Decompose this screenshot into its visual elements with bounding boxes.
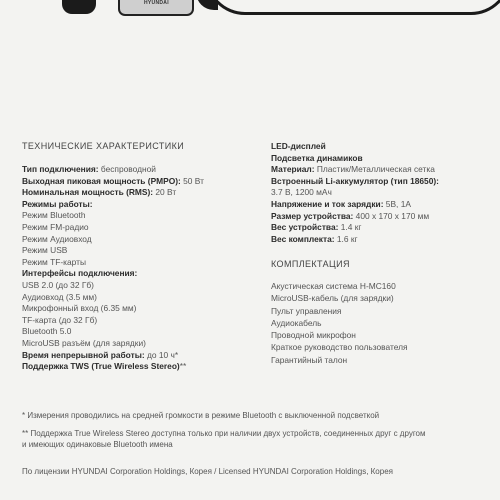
spec-value: **: [179, 361, 187, 372]
specs-list-right: [271, 141, 439, 245]
spec-row: [22, 222, 204, 234]
specs-title: ТЕХНИЧЕСКИЕ ХАРАКТЕРИСТИКИ: [22, 141, 185, 151]
spec-value: 1.6 кг: [334, 233, 358, 244]
spec-row: [271, 141, 439, 153]
license-note: По лицензии HYUNDAI Corporation Holdings, Корея / Licensed HYUNDAI Corporation Holdings, Корея: [22, 467, 393, 476]
spec-label: Выходная пиковая мощность (PMPO):: [22, 175, 181, 186]
spec-value: Пластик/Металлическая сетка: [314, 164, 435, 175]
spec-row: [22, 280, 204, 292]
spec-row: [22, 303, 204, 315]
spec-row: [271, 176, 439, 188]
spec-label: Вес комплекта:: [271, 233, 335, 244]
spec-row: [271, 199, 439, 211]
spec-row: [22, 164, 204, 176]
spec-label: Подсветка динамиков: [271, 152, 363, 163]
specs-list: [22, 164, 204, 373]
spec-label: Вес устройства:: [271, 222, 339, 233]
spec-label: Размер устройства:: [271, 210, 354, 221]
spec-row: [22, 361, 204, 373]
package-item: Аудиокабель: [271, 317, 322, 328]
spec-value: Микрофонный вход (6.35 мм): [22, 303, 137, 314]
spec-value: Режим USB: [22, 245, 68, 256]
package-item: Гарантийный талон: [271, 354, 348, 365]
product-photo-strip: [0, 0, 500, 22]
spec-row: [22, 338, 204, 350]
spec-label: LED-дисплей: [271, 141, 326, 151]
speaker-display-panel: [118, 0, 194, 16]
spec-value: 50 Вт: [180, 175, 204, 186]
spec-row: [271, 153, 439, 165]
brand-logo: HYUNDAI: [144, 0, 169, 6]
spec-value: 400 х 170 х 170 мм: [353, 210, 430, 221]
spec-row: [22, 257, 204, 269]
spec-label: Номинальная мощность (RMS):: [22, 187, 154, 198]
spec-value: 5В, 1А: [383, 198, 411, 209]
spec-value: MicroUSB разъём (для зарядки): [22, 337, 146, 348]
spec-row: [271, 211, 439, 223]
spec-row: [271, 164, 439, 176]
spec-row: [271, 187, 439, 199]
spec-value: 3.7 В, 1200 мАч: [271, 187, 332, 198]
spec-label: Тип подключения:: [22, 164, 99, 174]
package-item: Проводной микрофон: [271, 330, 356, 341]
spec-label: Материал:: [271, 164, 315, 175]
spec-value: Аудиовход (3.5 мм): [22, 291, 97, 302]
spec-row: [22, 268, 204, 280]
footnote-2-continued: и имеющих одинаковые Bluetooth имена: [22, 440, 173, 449]
spec-row: [22, 315, 204, 327]
spec-value: до 10 ч*: [144, 349, 179, 360]
spec-label: Поддержка TWS (True Wireless Stereo): [22, 361, 180, 372]
spec-row: [22, 187, 204, 199]
spec-value: 20 Вт: [153, 187, 177, 198]
package-title: КОМПЛЕКТАЦИЯ: [271, 259, 350, 269]
package-list: [271, 280, 408, 366]
package-item: Акустическая система H-MC160: [271, 281, 396, 291]
spec-value: USB 2.0 (до 32 Гб): [22, 279, 94, 290]
package-item: Пульт управления: [271, 305, 342, 316]
spec-label: Режимы работы:: [22, 198, 93, 209]
spec-row: [22, 326, 204, 338]
spec-row: [271, 234, 439, 246]
spec-value: Режим Аудиовход: [22, 233, 92, 244]
spec-label: Встроенный Li-аккумулятор (тип 18650):: [271, 175, 439, 186]
spec-row: [22, 210, 204, 222]
spec-value: Bluetooth 5.0: [22, 326, 72, 337]
spec-row: [22, 234, 204, 246]
spec-value: беспроводной: [98, 164, 156, 174]
package-item: MicroUSB-кабель (для зарядки): [271, 293, 394, 304]
spec-row: [22, 245, 204, 257]
spec-row: [271, 222, 439, 234]
speaker-part-left: [62, 0, 96, 14]
package-item: Краткое руководство пользователя: [271, 342, 408, 353]
footnote-2: ** Поддержка True Wireless Stereo доступна только при наличии двух устройств, соединенных друг с другом: [22, 429, 426, 438]
spec-row: [22, 176, 204, 188]
spec-row: [22, 292, 204, 304]
speaker-body: [205, 0, 500, 15]
spec-value: 1.4 кг: [338, 222, 362, 233]
spec-label: Время непрерывной работы:: [22, 349, 145, 360]
spec-row: [22, 350, 204, 362]
spec-value: TF-карта (до 32 Гб): [22, 314, 98, 325]
spec-value: Режим Bluetooth: [22, 210, 86, 221]
footnote-1: * Измерения проводились на средней громкости в режиме Bluetooth с выключенной подсветкой: [22, 411, 380, 420]
spec-row: [22, 199, 204, 211]
spec-label: Интерфейсы подключения:: [22, 268, 138, 279]
spec-value: Режим FM-радио: [22, 221, 89, 232]
spec-label: Напряжение и ток зарядки:: [271, 198, 384, 209]
spec-value: Режим TF-карты: [22, 256, 87, 267]
